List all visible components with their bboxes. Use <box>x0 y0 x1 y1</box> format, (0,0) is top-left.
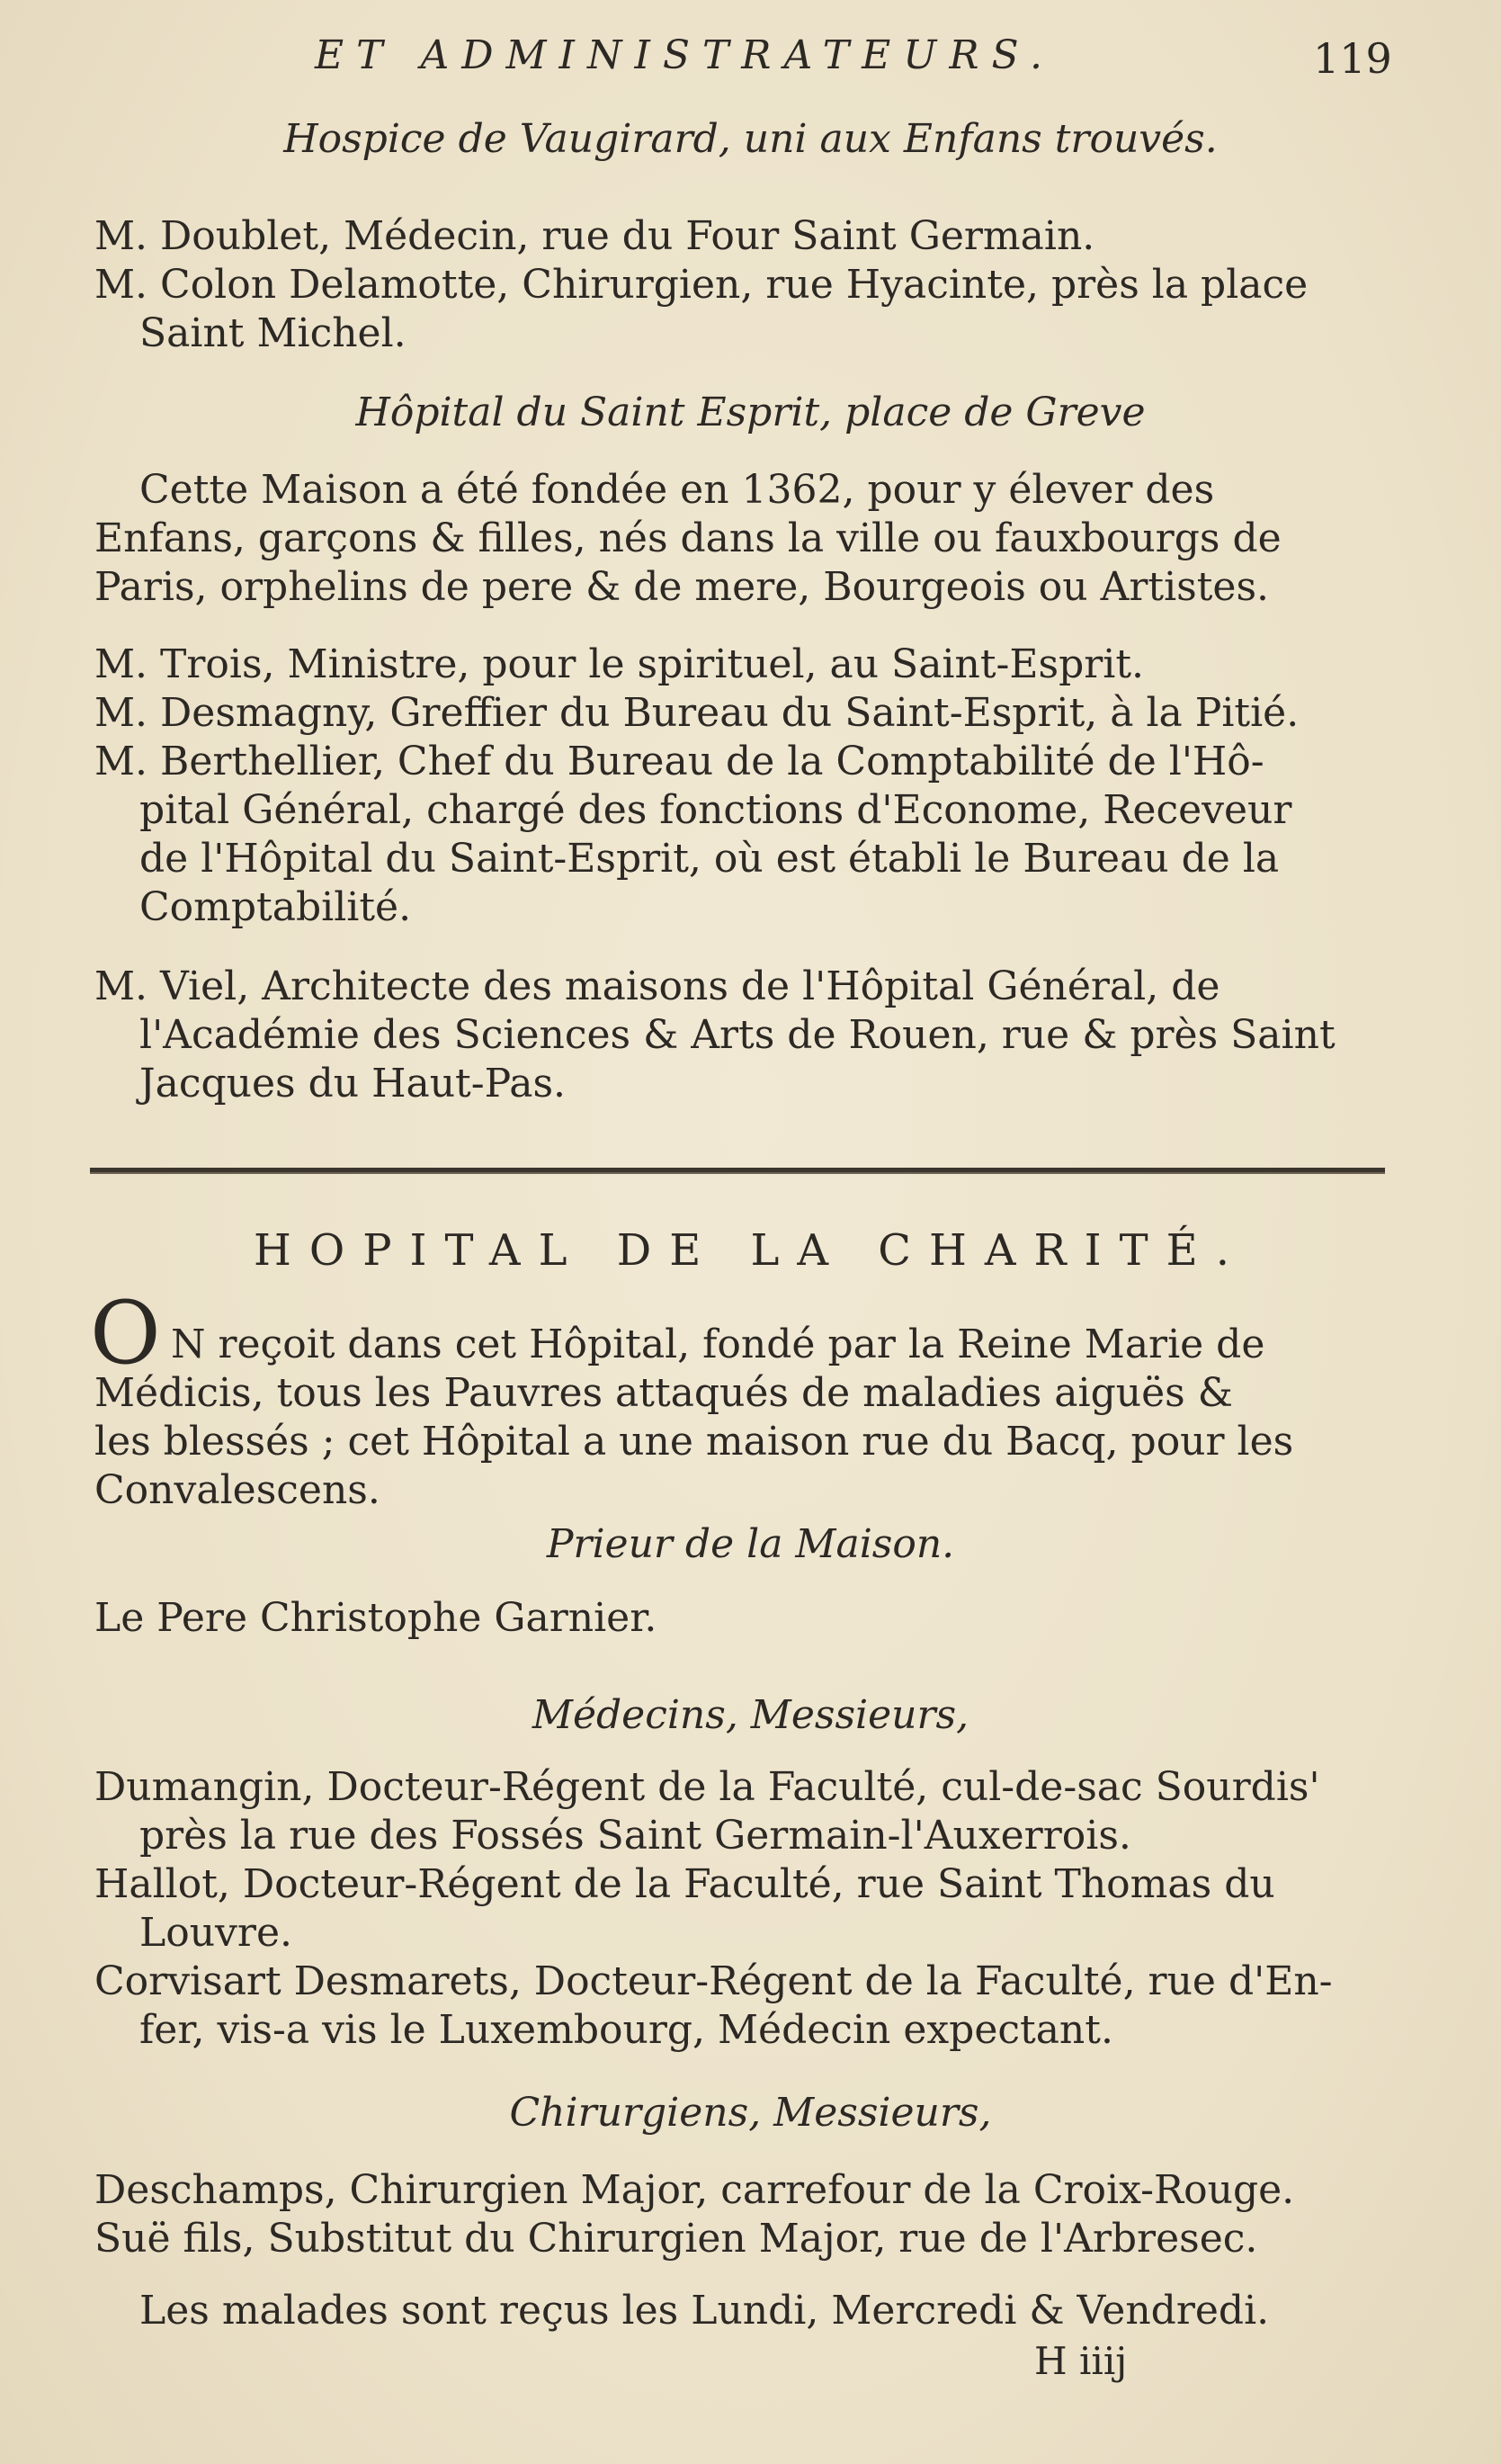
text-line: M. Doublet, Médecin, rue du Four Saint Germain. <box>94 213 1095 259</box>
closing-note <box>94 2287 1389 2335</box>
text-line: pital Général, chargé des fonctions d'Econome, Receveur <box>139 787 1292 833</box>
surgeons-heading: Chirurgiens, Messieurs, <box>509 2090 992 2136</box>
text-line: M. Trois, Ministre, pour le spirituel, au Saint-Esprit. <box>94 641 1145 687</box>
text-line: Deschamps, Chirurgien Major, carrefour de la Croix-Rouge. <box>94 2167 1295 2213</box>
text-line: M. Desmagny, Greffier du Bureau du Saint-Esprit, à la Pitié. <box>94 690 1300 736</box>
prior-heading: Prieur de la Maison. <box>546 1521 955 1567</box>
text-line: Hallot, Docteur-Régent de la Faculté, rue Saint Thomas du <box>94 1861 1275 1907</box>
saint-esprit-architect <box>94 963 1389 1108</box>
prior-name <box>94 1594 1389 1643</box>
text-line: Comptabilité. <box>139 884 412 930</box>
text-line: Les malades sont reçus les Lundi, Mercredi & Vendredi. <box>139 2288 1270 2334</box>
surgeons-list <box>94 2166 1389 2263</box>
text-line: Cette Maison a été fondée en 1362, pour y élever des <box>139 467 1215 513</box>
drop-cap: O <box>90 1283 161 1384</box>
text-line: Le Pere Christophe Garnier. <box>94 1595 657 1641</box>
text-line: Paris, orphelins de pere & de mere, Bourgeois ou Artistes. <box>94 564 1270 610</box>
section-heading-vaugirard: Hospice de Vaugirard, uni aux Enfans trouvés. <box>283 116 1218 162</box>
text-line: N reçoit dans cet Hôpital, fondé par la Reine Marie de <box>171 1322 1265 1367</box>
text-line: M. Colon Delamotte, Chirurgien, rue Hyacinte, près la place <box>94 262 1309 308</box>
saint-esprit-intro <box>94 466 1389 612</box>
saint-esprit-officers <box>94 641 1389 932</box>
doctors-list <box>94 1763 1389 2055</box>
text-line: M. Berthellier, Chef du Bureau de la Comptabilité de l'Hô- <box>94 739 1264 784</box>
text-line: Dumangin, Docteur-Régent de la Faculté, cul-de-sac Sourdis' <box>94 1764 1320 1810</box>
running-title: ET ADMINISTRATEURS. <box>315 32 1056 78</box>
section-divider-rule <box>90 1168 1385 1174</box>
text-line: Louvre. <box>139 1910 292 1956</box>
page-number: 119 <box>1313 34 1392 83</box>
section-heading-saint-esprit: Hôpital du Saint Esprit, place de Greve <box>355 390 1146 435</box>
doctors-heading: Médecins, Messieurs, <box>532 1692 969 1738</box>
text-line: Médicis, tous les Pauvres attaqués de maladies aiguës & <box>94 1370 1233 1416</box>
text-line: Jacques du Haut-Pas. <box>139 1061 567 1107</box>
text-line: Enfans, garçons & filles, nés dans la ville ou fauxbourgs de <box>94 515 1282 561</box>
text-line: de l'Hôpital du Saint-Esprit, où est établi le Bureau de la <box>139 836 1280 882</box>
text-line: M. Viel, Architecte des maisons de l'Hôpital Général, de <box>94 963 1220 1009</box>
text-line: Suë fils, Substitut du Chirurgien Major, rue de l'Arbresec. <box>94 2216 1258 2262</box>
text-line: près la rue des Fossés Saint Germain-l'Auxerrois. <box>139 1813 1131 1859</box>
text-line: Saint Michel. <box>139 310 407 356</box>
signature-mark: H iiij <box>1034 2339 1128 2383</box>
text-line: Corvisart Desmarets, Docteur-Régent de la Faculté, rue d'En- <box>94 1958 1333 2004</box>
text-line: l'Académie des Sciences & Arts de Rouen, rue & près Saint <box>139 1012 1336 1058</box>
vaugirard-staff <box>94 212 1389 358</box>
charite-intro <box>94 1321 1389 1515</box>
text-line: les blessés ; cet Hôpital a une maison rue du Bacq, pour les <box>94 1419 1294 1465</box>
text-line: Convalescens. <box>94 1467 380 1513</box>
section-title-charite: HOPITAL DE LA CHARITÉ. <box>254 1225 1247 1276</box>
text-line: fer, vis-a vis le Luxembourg, Médecin expectant. <box>139 2007 1113 2053</box>
